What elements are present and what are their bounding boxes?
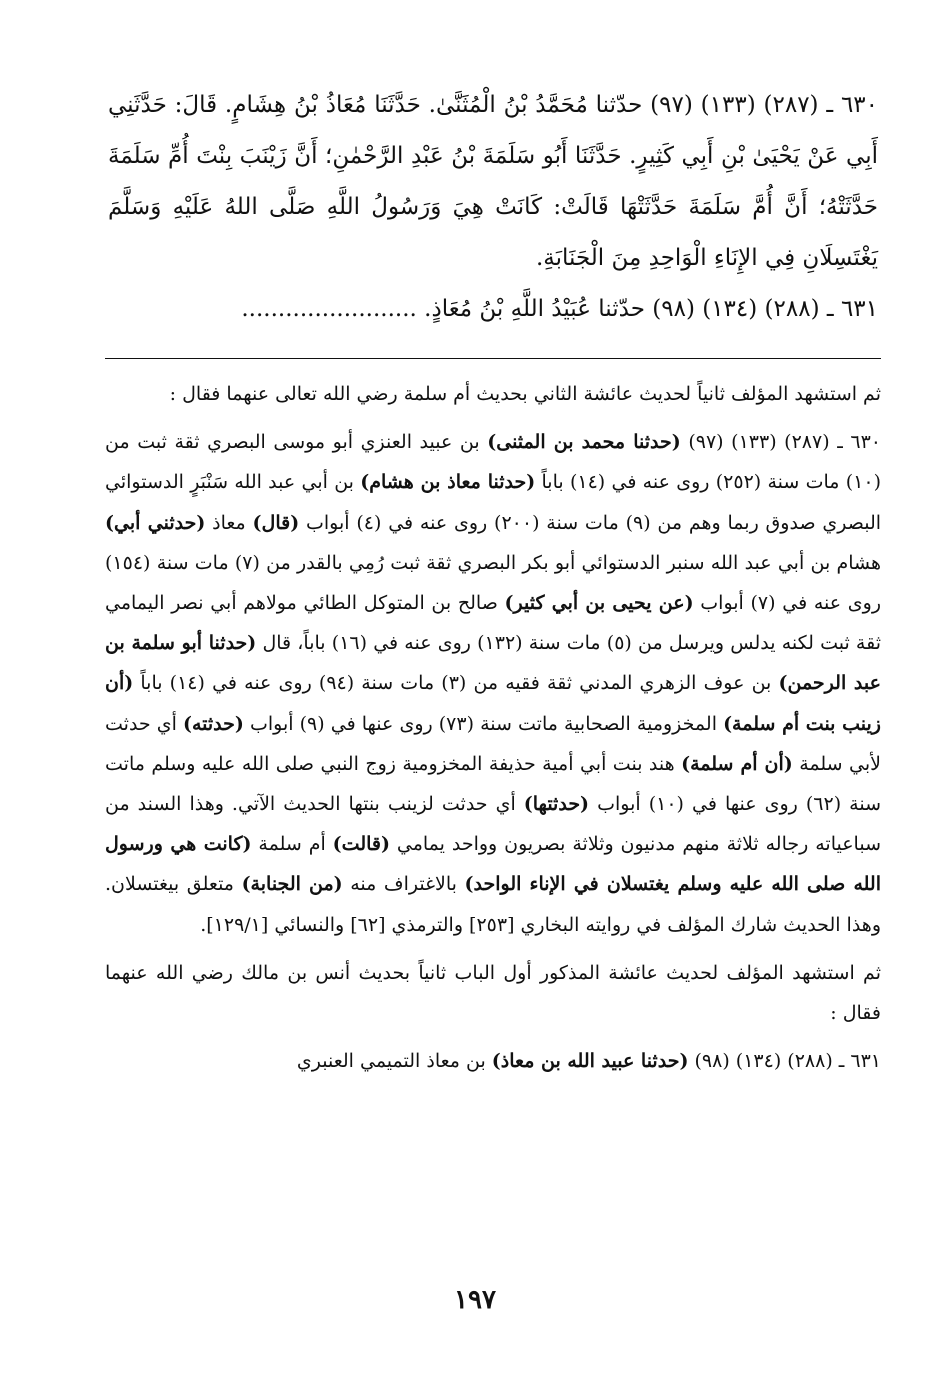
page-number: ١٩٧: [454, 1285, 496, 1315]
commentary-intro-2: ثم استشهد المؤلف لحديث عائشة المذكور أول الباب ثانياً بحديث أنس بن مالك رضي الله عنهما فقال :: [105, 961, 881, 1025]
commentary-631: ٦٣١ ـ (٢٨٨) (١٣٤) (٩٨) (حدثنا عبيد الله بن معاذ) بن معاذ التميمي العنبري: [296, 1050, 881, 1073]
commentary-intro-1: ثم استشهد المؤلف ثانياً لحديث عائشة الثاني بحديث أم سلمة رضي الله تعالى عنهما فقال :: [169, 383, 881, 405]
narrator-yahya: (عن يحيى بن أبي كثير): [504, 592, 694, 615]
term-haddathathu: (حدثته): [182, 712, 244, 735]
narrator-umm-salama: (أن أم سلمة): [681, 752, 793, 775]
narrator-zaynab: (أن زينب بنت أم سلمة): [105, 672, 881, 735]
narrator-muadh-bin-hisham: (حدثنا معاذ بن هشام): [360, 471, 536, 494]
term-qala: (قال): [252, 511, 300, 534]
hadith-text-block: [108, 80, 878, 335]
hadith-630: ٦٣٠ ـ (٢٨٧) (١٣٣) (٩٧) حدّثنا مُحَمَّدُ بْنُ الْمُثَنَّىٰ. حَدَّثَنَا مُعَاذُ بْنُ هِشَامٍ. قَالَ: حَدَّثَنِي أَبِي عَنْ يَحْيَىٰ بْنِ أَبِي كَثِيرٍ. حَدَّثَنَا أَبُو سَلَمَةَ بْنُ عَبْدِ الرَّحْمٰنِ؛ أَنَّ زَيْنَبَ بِنْتَ أُمِّ سَلَمَةَ حَدَّثَتْهُ؛ أَنَّ أُمَّ سَلَمَةَ حَدَّثَتْهَا قَالَتْ: كَانَتْ هِيَ وَرَسُولُ اللَّهِ صَلَّى اللهُ عَلَيْهِ وَسَلَّمَ يَغْتَسِلَانِ فِي الإِنَاءِ الْوَاحِدِ مِنَ الْجَنَابَةِ.: [108, 92, 878, 271]
hadith-matn-quote: (كانت هي ورسول الله صلى الله عليه وسلم يغتسلان في الإناء الواحد): [105, 833, 881, 896]
narrator-muhammad-bin-muthanna: (حدثنا محمد بن المثنى): [487, 431, 681, 454]
hadith-631: ٦٣١ ـ (٢٨٨) (١٣٤) (٩٨) حدّثنا عُبَيْدُ اللَّهِ بْنُ مُعَاذٍ. ........................: [241, 296, 878, 322]
narrator-ubaydullah-bin-muadh: (حدثنا عبيد الله بن معاذ): [491, 1050, 689, 1073]
term-haddathatha: (حدثتها): [523, 793, 590, 816]
term-qalat: (قالت): [332, 833, 390, 856]
term-min-al-janaba: (من الجنابة): [241, 873, 343, 896]
commentary-block: [105, 374, 881, 1081]
footnote-separator: [105, 358, 881, 359]
narrator-father: (حدثني أبي): [105, 511, 206, 534]
narrator-abu-salama: (حدثنا أبو سلمة بن عبد الرحمن): [105, 632, 881, 695]
commentary-630: ٦٣٠ ـ (٢٨٧) (١٣٣) (٩٧) (حدثنا محمد بن المثنى) بن عبيد العنزي أبو موسى البصري ثقة ثبت من (١٠) مات سنة (٢٥٢) روى عنه في (١٤) باباً (حدثنا معاذ بن هشام) بن أبي عبد الله سَنْبَرٍ الدستوائي البصري صدوق ربما وهم من (٩) مات سنة (٢٠٠) روى عنه في (٤) أبواب (قال) معاذ (حدثني أبي) هشام بن أبي عبد الله سنبر الدستوائي أبو بكر البصري ثقة ثبت رُمِي بالقدر من (٧) مات سنة (١٥٤) روى عنه في (٧) أبواب (عن يحيى بن أبي كثير) صالح بن المتوكل الطائي مولاهم أبي نصر اليمامي ثقة ثبت لكنه يدلس ويرسل من (٥) مات سنة (١٣٢) روى عنه في (١٦) باباً، قال (حدثنا أبو سلمة بن عبد الرحمن) بن عوف الزهري المدني ثقة فقيه من (٣) مات سنة (٩٤) روى عنه في (١٤) باباً (أن زينب بنت أم سلمة) المخزومية الصحابية ماتت سنة (٧٣) روى عنها في (٩) أبواب (حدثته) أي حدثت لأبي سلمة (أن أم سلمة) هند بنت أبي أمية حذيفة المخزومية زوج النبي صلى الله عليه وسلم ماتت سنة (٦٢) روى عنها في (١٠) أبواب (حدثتها) أي حدثت لزينب بنتها الحديث الآتي. وهذا السند من سباعياته رجاله ثلاثة منهم مدنيون وثلاثة بصريون وواحد يمامي (قالت) أم سلمة (كانت هي ورسول الله صلى الله عليه وسلم يغتسلان في الإناء الواحد) بالاغتراف منه (من الجنابة) متعلق بيغتسلان. وهذا الحديث شارك المؤلف في روايته البخاري [٢٥٣] والترمذي [٦٢] والنسائي [١٢٩/١].: [105, 431, 882, 936]
